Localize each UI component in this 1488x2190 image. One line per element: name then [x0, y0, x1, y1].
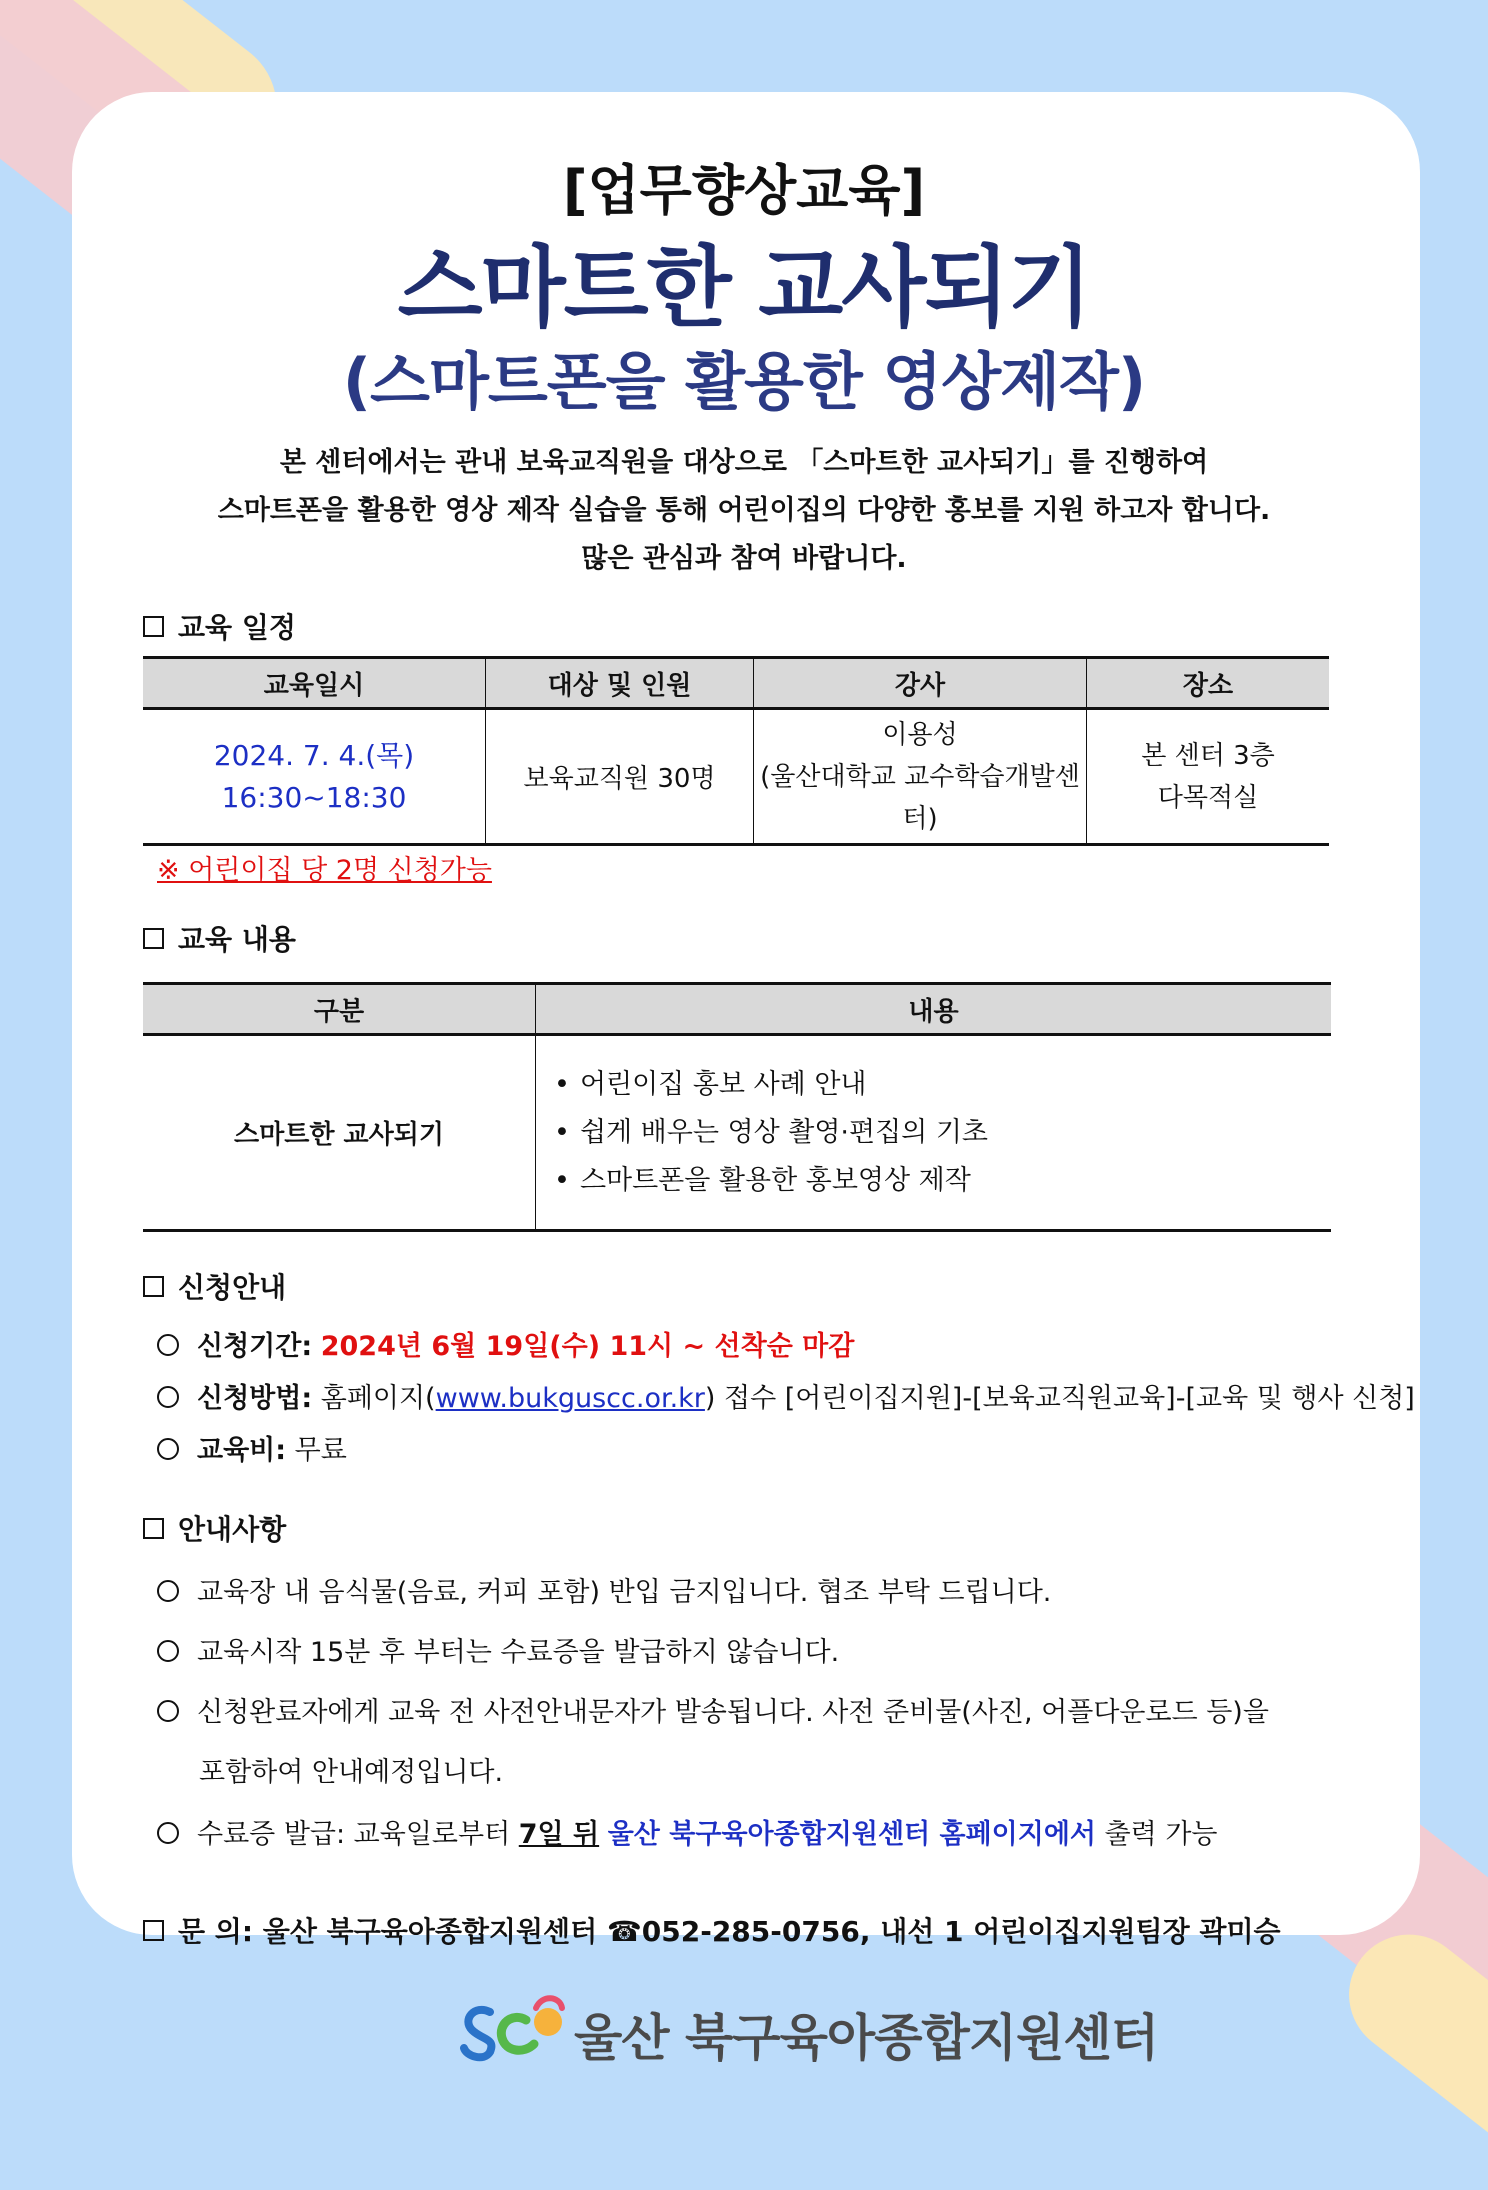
content-list [554, 1061, 1330, 1205]
checkbox-square-icon [143, 616, 164, 637]
time-text: 16:30~18:30 [221, 780, 407, 814]
main-title: 스마트한 교사되기 [397, 236, 1091, 339]
schedule-table [143, 656, 1329, 846]
notice-item-2: 교육시작 15분 후 부터는 수료증을 발급하지 않습니다. [157, 1630, 839, 1669]
notice-item-4: 수료증 발급: 교육일로부터 7일 뒤 울산 북구육아종합지원센터 홈페이지에서 출력 가능 [157, 1812, 1218, 1851]
application-method: 신청방법: 홈페이지(www.bukguscc.or.kr) 접수 [어린이집지원]-[보육교직원교육]-[교육 및 행사 신청] [157, 1376, 1415, 1415]
col-header-category: 구분 [143, 984, 536, 1035]
bracket-title: [업무향상교육] [562, 159, 926, 222]
checkbox-square-icon [143, 1920, 164, 1941]
intro-line-1: 본 센터에서는 관내 보육교직원을 대상으로 「스마트한 교사되기」를 진행하여 [279, 447, 1209, 478]
cell-category: 스마트한 교사되기 [143, 1035, 536, 1231]
date-text: 2024. 7. 4.(목) [213, 738, 415, 772]
col-header-content: 내용 [536, 984, 1332, 1035]
instructor-org: (울산대학교 교수학습개발센터) [760, 761, 1080, 834]
cell-instructor [754, 709, 1087, 845]
application-fee: 교육비: 무료 [157, 1428, 347, 1467]
circle-bullet-icon [157, 1334, 179, 1356]
circle-bullet-icon [157, 1438, 179, 1460]
checkbox-square-icon [143, 1276, 164, 1297]
circle-bullet-icon [157, 1700, 179, 1722]
col-header-instructor: 강사 [754, 658, 1087, 709]
content-table [143, 982, 1331, 1232]
contact-line: 문 의: 울산 북구육아종합지원센터 ☎052-285-0756, 내선 1 어린이집지원팀장 곽미승 [143, 1910, 1281, 1950]
col-header-target: 대상 및 인원 [486, 658, 754, 709]
center-logo-icon [456, 1990, 576, 2066]
table-row [143, 1035, 1331, 1231]
circle-bullet-icon [157, 1386, 179, 1408]
checkbox-square-icon [143, 928, 164, 949]
instructor-name: 이용성 [882, 719, 958, 750]
place-line-2: 다목적실 [1157, 782, 1259, 813]
homepage-link[interactable]: www.bukguscc.or.kr [435, 1383, 705, 1414]
notice-item-3-cont: 포함하여 안내예정입니다. [199, 1757, 504, 1788]
content-heading: 교육 내용 [143, 918, 296, 958]
table-row [143, 709, 1329, 845]
schedule-heading: 교육 일정 [143, 606, 296, 646]
notices-heading: 안내사항 [143, 1508, 286, 1548]
circle-bullet-icon [157, 1580, 179, 1602]
table-header-row [143, 658, 1329, 709]
intro-line-2: 스마트폰을 활용한 영상 제작 실습을 통해 어린이집의 다양한 홍보를 지원 하고자 합니다. [217, 495, 1271, 526]
cell-place [1087, 709, 1330, 845]
cell-target: 보육교직원 30명 [486, 709, 754, 845]
list-item: • 스마트폰을 활용한 홍보영상 제작 [554, 1157, 1330, 1205]
cell-content [536, 1035, 1332, 1231]
circle-bullet-icon [157, 1640, 179, 1662]
list-item: • 쉽게 배우는 영상 촬영·편집의 기초 [554, 1109, 1330, 1157]
col-header-place: 장소 [1087, 658, 1330, 709]
list-item: • 어린이집 홍보 사례 안내 [554, 1061, 1330, 1109]
intro-line-3: 많은 관심과 참여 바랍니다. [581, 543, 907, 574]
footer-org-name: 울산 북구육아종합지원센터 [574, 2009, 1159, 2067]
table-header-row [143, 984, 1331, 1035]
cell-date [143, 709, 486, 845]
application-period: 신청기간: 2024년 6월 19일(수) 11시 ~ 선착순 마감 [157, 1324, 854, 1363]
notice-item-3: 신청완료자에게 교육 전 사전안내문자가 발송됩니다. 사전 준비물(사진, 어플다운로드 등)을 [157, 1690, 1269, 1729]
circle-bullet-icon [157, 1822, 179, 1844]
footer-logo [456, 1990, 1159, 2067]
application-limit-note: ※ 어린이집 당 2명 신청가능 [157, 855, 492, 886]
place-line-1: 본 센터 3층 [1141, 740, 1275, 771]
col-header-date: 교육일시 [143, 658, 486, 709]
sub-title: (스마트폰을 활용한 영상제작) [342, 345, 1146, 418]
period-value: 2024년 6월 19일(수) 11시 ~ 선착순 마감 [320, 1331, 855, 1362]
notice-item-1: 교육장 내 음식물(음료, 커피 포함) 반입 금지입니다. 협조 부탁 드립니다. [157, 1570, 1051, 1609]
application-heading: 신청안내 [143, 1266, 286, 1306]
checkbox-square-icon [143, 1518, 164, 1539]
